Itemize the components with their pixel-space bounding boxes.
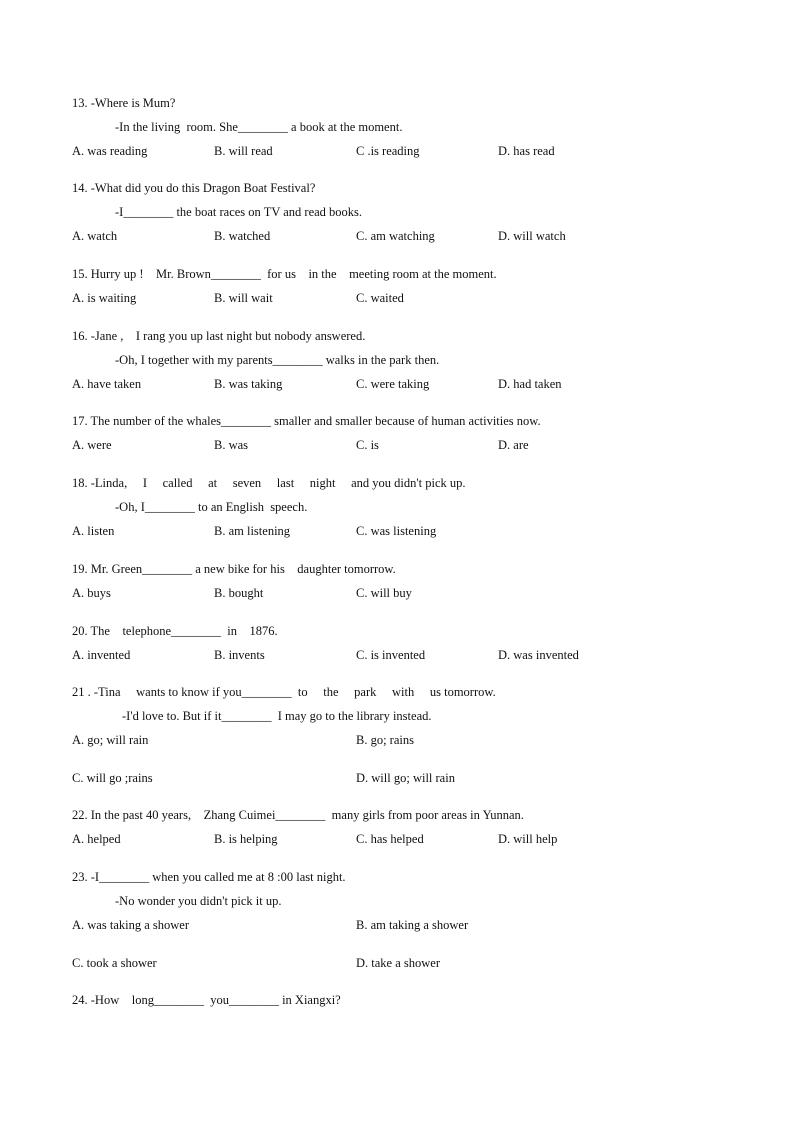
option-a[interactable]: A. go; will rain bbox=[72, 733, 149, 747]
question-dialogue-line: -Oh, I________ to an English speech. bbox=[115, 500, 308, 514]
question-14 bbox=[72, 176, 732, 248]
option-d[interactable]: D. take a shower bbox=[356, 956, 440, 970]
answer-options bbox=[72, 139, 732, 163]
question-stem: 17. The number of the whales________ smaller and smaller because of human activities now. bbox=[72, 414, 541, 428]
answer-options bbox=[72, 519, 732, 543]
question-19 bbox=[72, 557, 732, 605]
question-stem: 15. Hurry up ! Mr. Brown________ for us in the meeting room at the moment. bbox=[72, 267, 497, 281]
question-16 bbox=[72, 324, 732, 396]
question-22 bbox=[72, 803, 732, 851]
option-a[interactable]: A. buys bbox=[72, 586, 111, 600]
answer-options bbox=[72, 643, 732, 667]
option-c[interactable]: C. waited bbox=[356, 291, 404, 305]
option-a[interactable]: A. listen bbox=[72, 524, 115, 538]
question-stem: 22. In the past 40 years, Zhang Cuimei________ many girls from poor areas in Yunnan. bbox=[72, 808, 524, 822]
option-b[interactable]: B. am taking a shower bbox=[356, 918, 469, 932]
question-dialogue-line: -I'd love to. But if it________ I may go to the library instead. bbox=[122, 709, 432, 723]
question-stem: 19. Mr. Green________ a new bike for his daughter tomorrow. bbox=[72, 562, 396, 576]
answer-options bbox=[72, 766, 732, 790]
question-13 bbox=[72, 91, 732, 163]
answer-options bbox=[72, 581, 732, 605]
answer-options bbox=[72, 224, 732, 248]
option-a[interactable]: A. were bbox=[72, 438, 112, 452]
option-c[interactable]: C. took a shower bbox=[72, 956, 157, 970]
option-d[interactable]: D. will help bbox=[498, 832, 558, 846]
option-c[interactable]: C. has helped bbox=[356, 832, 424, 846]
option-a[interactable]: A. helped bbox=[72, 832, 121, 846]
option-c[interactable]: C. am watching bbox=[356, 229, 435, 243]
option-b[interactable]: B. go; rains bbox=[356, 733, 414, 747]
option-c[interactable]: C .is reading bbox=[356, 144, 420, 158]
option-d[interactable]: D. was invented bbox=[498, 648, 579, 662]
option-a[interactable]: A. was reading bbox=[72, 144, 148, 158]
question-stem: 16. -Jane , I rang you up last night but nobody answered. bbox=[72, 329, 366, 343]
option-b[interactable]: B. am listening bbox=[214, 524, 291, 538]
option-b[interactable]: B. bought bbox=[214, 586, 264, 600]
option-c[interactable]: C. will buy bbox=[356, 586, 412, 600]
option-a[interactable]: A. is waiting bbox=[72, 291, 137, 305]
question-stem: 18. -Linda, I called at seven last night and you didn't pick up. bbox=[72, 476, 466, 490]
answer-options bbox=[72, 433, 732, 457]
option-a[interactable]: A. invented bbox=[72, 648, 131, 662]
option-b[interactable]: B. was bbox=[214, 438, 249, 452]
question-stem: 21 . -Tina wants to know if you________ to the park with us tomorrow. bbox=[72, 685, 496, 699]
option-a[interactable]: A. was taking a shower bbox=[72, 918, 189, 932]
question-stem: 24. -How long________ you________ in Xiangxi? bbox=[72, 993, 341, 1007]
answer-options bbox=[72, 913, 732, 937]
option-d[interactable]: D. are bbox=[498, 438, 529, 452]
question-20 bbox=[72, 619, 732, 667]
answer-options bbox=[72, 728, 732, 752]
option-b[interactable]: B. was taking bbox=[214, 377, 283, 391]
option-d[interactable]: D. had taken bbox=[498, 377, 562, 391]
option-c[interactable]: C. is invented bbox=[356, 648, 426, 662]
question-15 bbox=[72, 262, 732, 310]
option-b[interactable]: B. watched bbox=[214, 229, 271, 243]
option-b[interactable]: B. will read bbox=[214, 144, 273, 158]
question-24 bbox=[72, 988, 732, 1012]
option-c[interactable]: C. is bbox=[356, 438, 379, 452]
option-d[interactable]: D. will go; will rain bbox=[356, 771, 455, 785]
option-d[interactable]: D. has read bbox=[498, 144, 555, 158]
question-21 bbox=[72, 680, 732, 790]
question-stem: 13. -Where is Mum? bbox=[72, 96, 176, 110]
option-d[interactable]: D. will watch bbox=[498, 229, 566, 243]
option-c[interactable]: C. will go ;rains bbox=[72, 771, 153, 785]
question-17 bbox=[72, 409, 732, 457]
answer-options bbox=[72, 286, 732, 310]
option-b[interactable]: B. invents bbox=[214, 648, 265, 662]
question-stem: 20. The telephone________ in 1876. bbox=[72, 624, 278, 638]
question-dialogue-line: -No wonder you didn't pick it up. bbox=[115, 894, 282, 908]
question-dialogue-line: -In the living room. She________ a book at the moment. bbox=[115, 120, 403, 134]
option-b[interactable]: B. is helping bbox=[214, 832, 278, 846]
question-dialogue-line: -Oh, I together with my parents________ walks in the park then. bbox=[115, 353, 440, 367]
option-c[interactable]: C. were taking bbox=[356, 377, 430, 391]
answer-options bbox=[72, 827, 732, 851]
option-a[interactable]: A. watch bbox=[72, 229, 118, 243]
question-stem: 23. -I________ when you called me at 8 :00 last night. bbox=[72, 870, 346, 884]
question-stem: 14. -What did you do this Dragon Boat Festival? bbox=[72, 181, 316, 195]
answer-options bbox=[72, 951, 732, 975]
option-c[interactable]: C. was listening bbox=[356, 524, 437, 538]
answer-options bbox=[72, 372, 732, 396]
option-a[interactable]: A. have taken bbox=[72, 377, 142, 391]
question-18 bbox=[72, 471, 732, 543]
option-b[interactable]: B. will wait bbox=[214, 291, 273, 305]
question-23 bbox=[72, 865, 732, 975]
question-dialogue-line: -I________ the boat races on TV and read books. bbox=[115, 205, 363, 219]
